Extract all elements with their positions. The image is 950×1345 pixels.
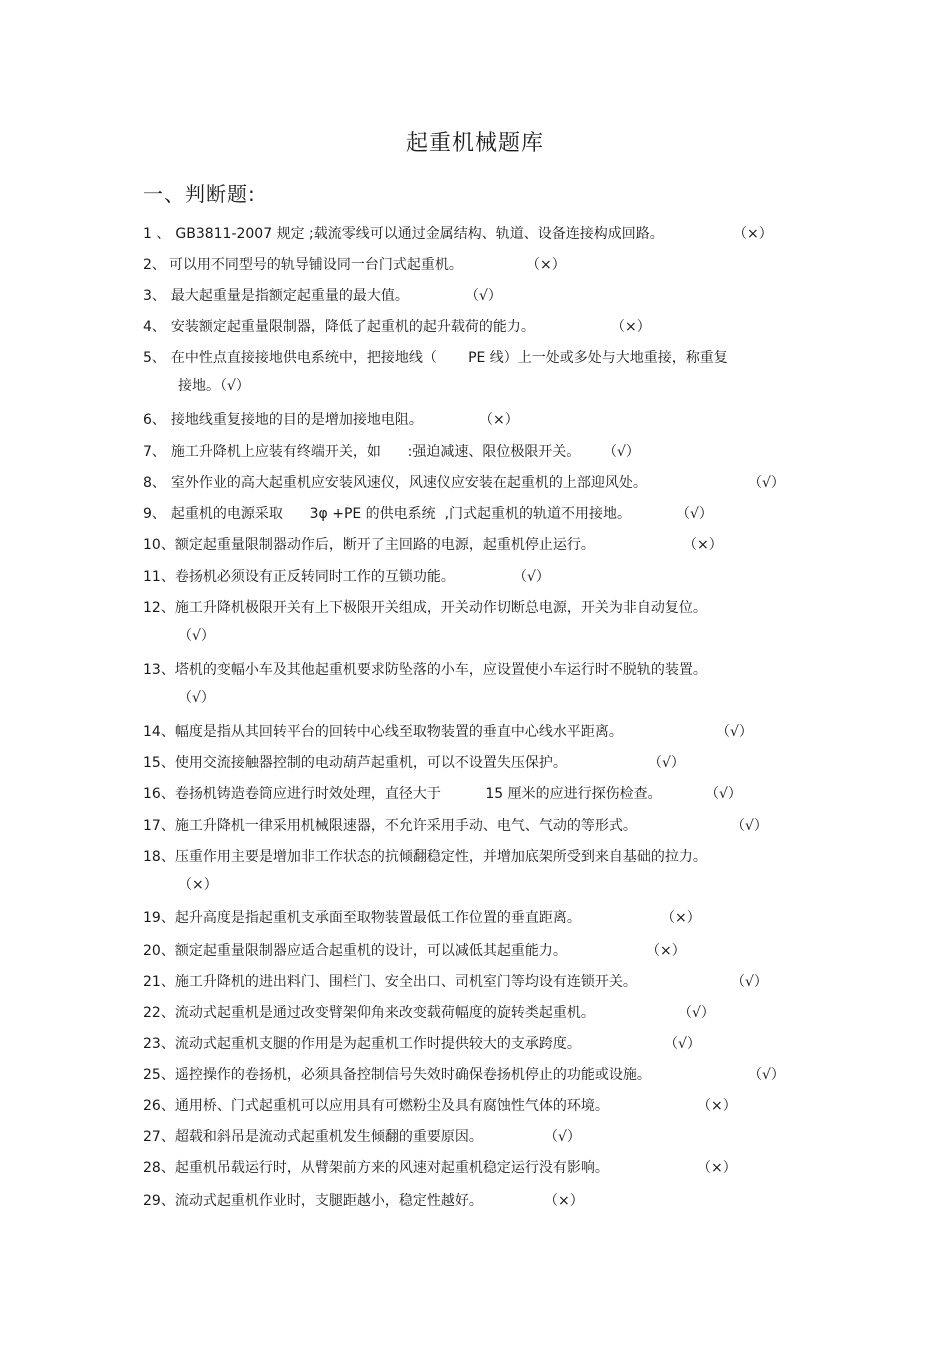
question-number: 1 、 (143, 226, 171, 242)
question-answer: （√） (716, 724, 753, 740)
question-text: 安装额定起重量限制器，降低了起重机的起升载荷的能力。 (170, 319, 535, 335)
question-number: 22、 (143, 1005, 175, 1021)
question-text: 施工升降机上应装有终端开关，如 :强迫减速、限位极限开关。 (170, 444, 581, 460)
question-number: 23、 (143, 1036, 175, 1052)
question-text: 幅度是指从其回转平台的回转中心线至取物装置的垂直中心线水平距离。 (174, 724, 623, 740)
question-item (143, 469, 803, 497)
question-item (143, 843, 803, 893)
question-answer: （×） (683, 537, 723, 553)
question-number: 16、 (143, 786, 175, 802)
question-text: 流动式起重机作业时，支腿距越小，稳定性越好。 (174, 1193, 483, 1209)
question-item (143, 656, 803, 706)
question-text: 流动式起重机是通过改变臂架仰角来改变载荷幅度的旋转类起重机。 (174, 1005, 595, 1021)
question-answer: （×） (733, 226, 773, 242)
question-text: 在中性点直接接地供电系统中，把接地线（ PE 线）上一处或多处与大地重接，称重复 (170, 350, 728, 366)
question-number: 25、 (143, 1067, 175, 1083)
question-text: 使用交流接触器控制的电动葫芦起重机，可以不设置失压保护。 (174, 755, 567, 771)
question-answer: （√） (648, 755, 685, 771)
question-item (143, 780, 803, 808)
question-number: 19、 (143, 910, 175, 926)
question-answer: （√） (603, 444, 640, 460)
question-item (143, 438, 803, 466)
question-number: 5、 (143, 350, 166, 366)
question-text: GB3811-2007 规定 ;载流零线可以通过金属结构、轨道、设备连接构成回路。 (175, 226, 664, 242)
question-number: 17、 (143, 818, 175, 834)
question-answer: （√） (544, 1129, 581, 1145)
question-item (143, 220, 803, 248)
question-text: 施工升降机的进出料门、围栏门、安全出口、司机室门等均设有连锁开关。 (174, 974, 637, 990)
question-number: 10、 (143, 537, 175, 553)
question-number: 14、 (143, 724, 175, 740)
question-answer: （×） (661, 910, 701, 926)
question-answer: （√） (731, 818, 768, 834)
question-number: 15、 (143, 755, 175, 771)
question-number: 26、 (143, 1098, 175, 1114)
question-number: 27、 (143, 1129, 175, 1145)
question-number: 20、 (143, 943, 175, 959)
question-number: 9、 (143, 506, 166, 522)
question-answer: （×） (611, 319, 651, 335)
question-answer: （√） (748, 475, 785, 491)
question-continuation: 接地。（√） (178, 378, 250, 394)
question-number: 2、 (143, 257, 166, 273)
question-item (143, 904, 803, 932)
question-item (143, 1092, 803, 1120)
question-number: 7、 (143, 444, 166, 460)
question-number: 28、 (143, 1160, 175, 1176)
section-heading: 一、判断题: (143, 182, 256, 206)
question-answer: （×） (646, 943, 686, 959)
question-item (143, 282, 803, 310)
question-answer: （×） (479, 412, 519, 428)
question-text: 卷扬机铸造卷筒应进行时效处理，直径大于 15 厘米的应进行探伤检查。 (174, 786, 662, 802)
question-item (143, 749, 803, 777)
question-continuation: （√） (178, 628, 215, 644)
question-text: 起重机的电源采取 3φ +PE 的供电系统 ,门式起重机的轨道不用接地。 (170, 506, 632, 522)
question-text: 起升高度是指起重机支承面至取物装置最低工作位置的垂直距离。 (174, 910, 581, 926)
question-text: 通用桥、门式起重机可以应用具有可燃粉尘及具有腐蚀性气体的环境。 (174, 1098, 609, 1114)
question-answer: （√） (731, 974, 768, 990)
question-number: 8、 (143, 475, 166, 491)
question-item (143, 531, 803, 559)
question-item (143, 1123, 803, 1151)
question-item (143, 1061, 803, 1089)
question-item (143, 718, 803, 746)
question-text: 最大起重量是指额定起重量的最大值。 (170, 288, 409, 304)
document-title: 起重机械题库 (405, 131, 544, 156)
question-item (143, 999, 803, 1027)
question-item (143, 344, 803, 394)
question-text: 接地线重复接地的目的是增加接地电阻。 (170, 412, 423, 428)
question-number: 4、 (143, 319, 166, 335)
question-text: 施工升降机极限开关有上下极限开关组成，开关动作切断总电源，开关为非自动复位。 (174, 600, 707, 616)
question-item (143, 563, 803, 591)
question-continuation: （√） (178, 690, 215, 706)
question-answer: （√） (465, 288, 502, 304)
question-text: 流动式起重机支腿的作用是为起重机工作时提供较大的支承跨度。 (174, 1036, 581, 1052)
question-answer: （√） (664, 1036, 701, 1052)
question-number: 12、 (143, 600, 175, 616)
question-item (143, 594, 803, 644)
question-item (143, 406, 803, 434)
question-item (143, 313, 803, 341)
question-number: 18、 (143, 849, 175, 865)
question-answer: （×） (697, 1098, 737, 1114)
question-answer: （√） (748, 1067, 785, 1083)
question-answer: （×） (697, 1160, 737, 1176)
question-item (143, 251, 803, 279)
question-number: 21、 (143, 974, 175, 990)
question-text: 可以用不同型号的轨导铺设同一台门式起重机。 (168, 257, 463, 273)
question-answer: （×） (544, 1193, 584, 1209)
question-item (143, 1187, 803, 1215)
question-text: 室外作业的高大起重机应安装风速仪，风速仪应安装在起重机的上部迎风处。 (170, 475, 647, 491)
question-text: 压重作用主要是增加非工作状态的抗倾翻稳定性，并增加底架所受到来自基础的拉力。 (174, 849, 707, 865)
question-item (143, 1030, 803, 1058)
question-answer: （√） (676, 506, 713, 522)
question-continuation: （×） (178, 877, 218, 893)
question-text: 塔机的变幅小车及其他起重机要求防坠落的小车，应设置使小车运行时不脱轨的装置。 (174, 662, 707, 678)
question-number: 6、 (143, 412, 166, 428)
question-item (143, 500, 803, 528)
question-text: 遥控操作的卷扬机，必须具备控制信号失效时确保卷扬机停止的功能或设施。 (174, 1067, 651, 1083)
question-number: 11、 (143, 569, 175, 585)
question-answer: （×） (526, 257, 566, 273)
question-answer: （√） (513, 569, 550, 585)
question-answer: （√） (678, 1005, 715, 1021)
question-text: 施工升降机一律采用机械限速器，不允许采用手动、电气、气动的等形式。 (174, 818, 637, 834)
question-text: 起重机吊载运行时，从臂架前方来的风速对起重机稳定运行没有影响。 (174, 1160, 609, 1176)
question-number: 29、 (143, 1193, 175, 1209)
question-text: 额定起重量限制器应适合起重机的设计，可以减低其起重能力。 (174, 943, 567, 959)
question-answer: （√） (705, 786, 742, 802)
question-text: 超载和斜吊是流动式起重机发生倾翻的重要原因。 (174, 1129, 483, 1145)
question-item (143, 1154, 803, 1182)
question-item (143, 937, 803, 965)
question-number: 13、 (143, 662, 175, 678)
question-text: 卷扬机必须设有正反转同时工作的互锁功能。 (174, 569, 455, 585)
question-item (143, 812, 803, 840)
question-number: 3、 (143, 288, 166, 304)
question-text: 额定起重量限制器动作后，断开了主回路的电源，起重机停止运行。 (174, 537, 595, 553)
question-item (143, 968, 803, 996)
